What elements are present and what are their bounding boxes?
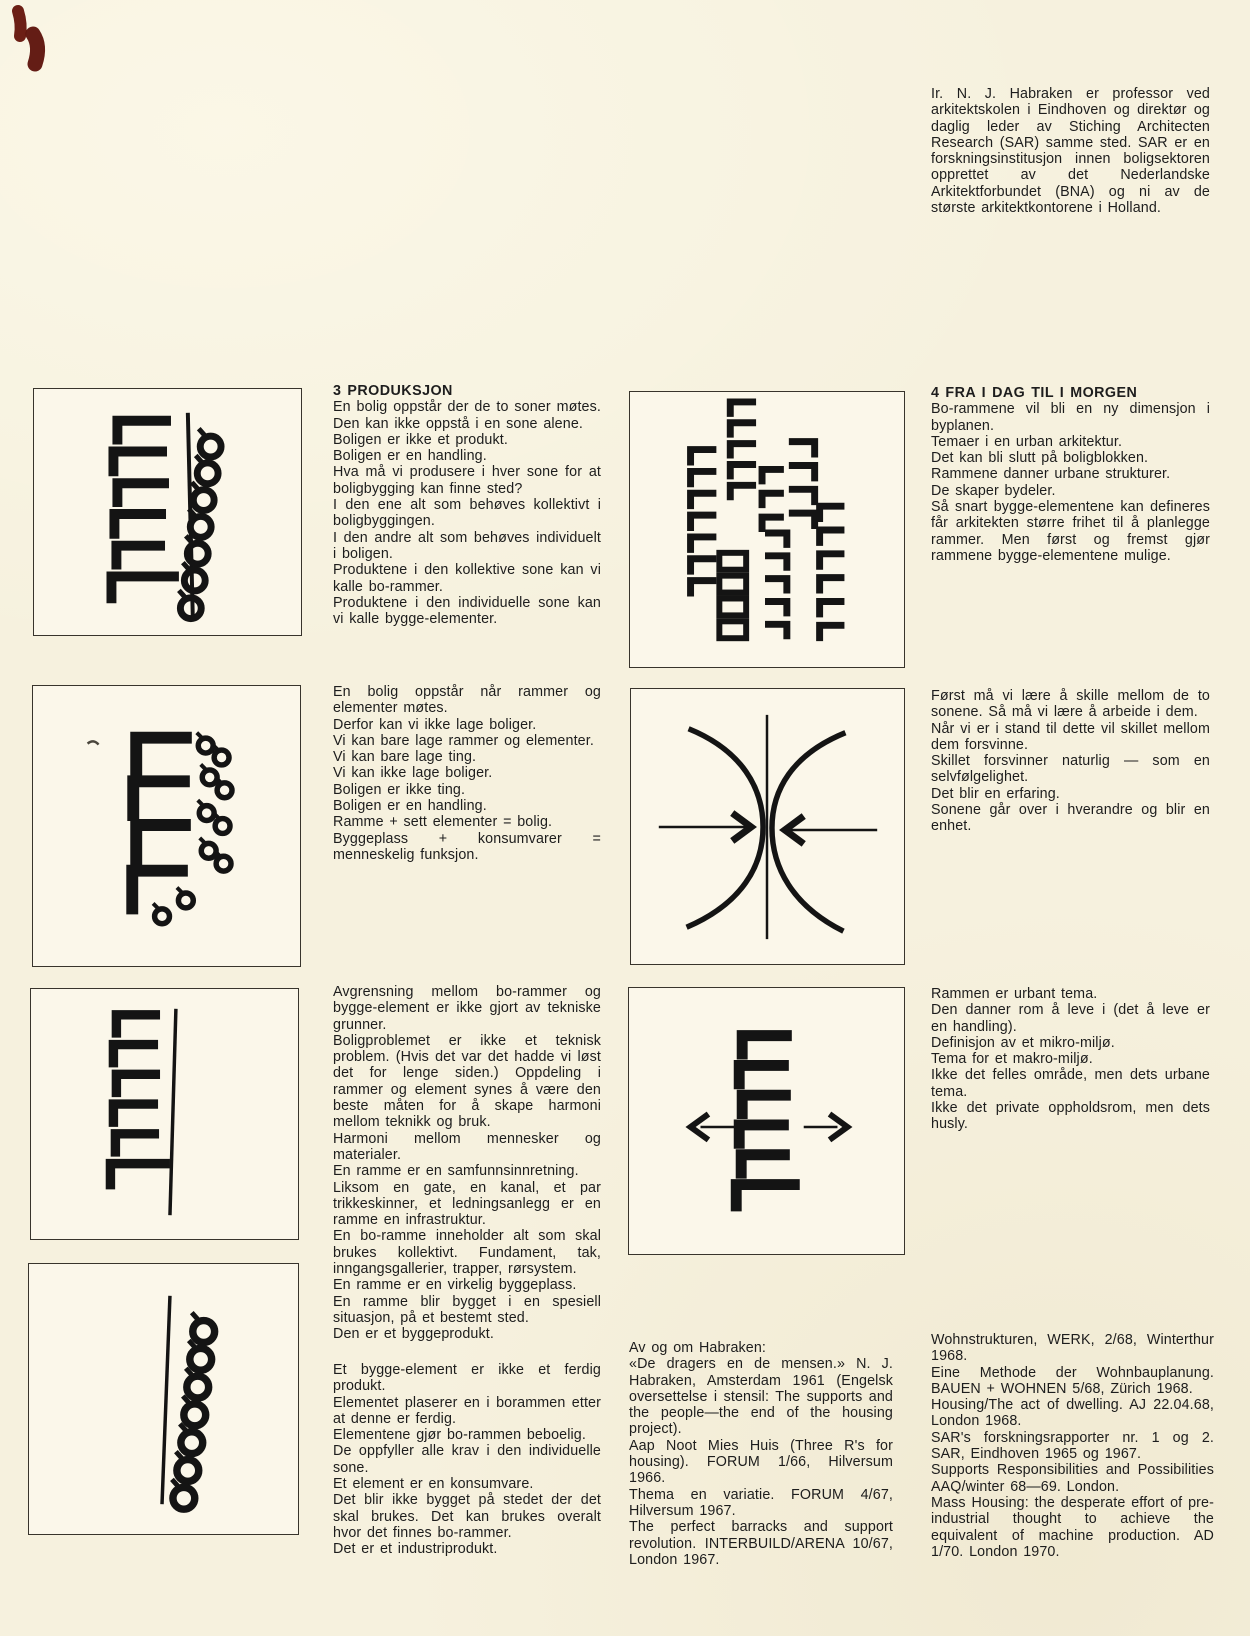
paragraph: En bolig oppstår der de to soner møtes. Den kan ikke oppstå i en sone alene. [333,399,601,432]
paragraph: Tema for et makro-miljø. [931,1051,1093,1068]
paragraph: Housing/The act of dwelling. AJ 22.04.68, London 1968. [931,1397,1214,1430]
diagram-box-urban-structures [629,391,905,668]
paragraph: Eine Methode der Wohnbauplanung. BAUEN + WOHNEN 5/68, Zürich 1968. [931,1364,1214,1397]
paragraph: Harmoni mellom mennesker og materialer. [333,1130,601,1163]
paragraph: Det er et industriprodukt. [333,1541,498,1558]
diagram-box-divider-elements [28,1263,299,1535]
paragraph: Elementene gjør bo-rammen beboelig. [333,1427,586,1444]
bibliography-left-items [629,1356,893,1568]
paragraph: Mass Housing: the desperate effort of pre-industrial thought to achieve the equivalent of machine production. AD 1/70. London 1970. [931,1494,1214,1560]
paragraph: Ramme + sett elementer = bolig. [333,814,553,831]
paragraph: Elementet plaserer en i borammen etter at denne er ferdig. [333,1394,601,1427]
author-note [931,86,1210,216]
diagram-box-frame-expanding [628,987,905,1255]
paragraph: Thema en variatie. FORUM 4/67, Hilversum 1967. [629,1486,893,1519]
paragraph: Først må vi lære å skille mellom de to sonene. Så må vi lære å arbeide i dem. [931,688,1210,721]
paragraph: Byggeplass + konsumvarer = menneskelig funksjon. [333,830,601,863]
paragraph: Bo-rammene vil bli en ny dimensjon i byplanen. [931,401,1210,434]
paragraph: Ikke det felles område, men dets urbane tema. [931,1067,1210,1100]
frames-beside-divider-drawing [31,989,298,1239]
author-note-text: Ir. N. J. Habraken er professor ved arkitektskolen i Eindhoven og direktør og daglig leder av Stiching Architecten Research (SAR) samme sted. SAR er en forskningsinstitusjon innen boligsektoren opprettet av det Nederlandske Arkitektforbundet (BNA) og ni av de største arkitektkontorene i Holland. [931,86,1210,217]
zones-converging-drawing [631,689,904,964]
paragraph: I den andre alt som behøves individuelt i boligen. [333,529,601,562]
section-3-block2 [333,684,601,863]
diagram-box-frames-and-elements [33,388,302,636]
frame-arrows-outward-drawing [629,988,904,1254]
paragraph: Avgrensning mellom bo-rammer og bygge-element er ikke gjort av tekniske grunner. [333,984,601,1033]
paragraph: Rammene danner urbane strukturer. [931,466,1171,483]
paragraph: Boligen er en handling. [333,448,487,465]
paragraph: SAR's forskningsrapporter nr. 1 og 2. SAR, Eindhoven 1965 og 1967. [931,1429,1214,1463]
section-3-block4 [333,1362,601,1558]
paragraph: Produktene i den kollektive sone kan vi kalle bo-rammer. [333,562,601,595]
paragraph: Det kan bli slutt på boligblokken. [931,450,1149,467]
section-4-block3 [931,986,1210,1133]
paragraph: Definisjon av et mikro-miljø. [931,1034,1115,1051]
section-4-block2 [931,688,1210,835]
paragraph: Vi kan bare lage ting. [333,749,477,766]
bibliography-left [629,1340,893,1568]
paragraph: Vi kan ikke lage boliger. [333,765,493,782]
paragraph: The perfect barracks and support revolution. INTERBUILD/ARENA 10/67, London 1967. [629,1519,893,1568]
section-3-produksjon [333,383,601,627]
diagram-box-zones-converging [630,688,905,965]
divider-beside-elements-drawing [29,1264,298,1534]
paragraph: Hva må vi produsere i hver sone for at boligbygging kan finne sted? [333,464,601,497]
paragraph: Den danner rom å leve i (det å leve er en handling). [931,1002,1210,1035]
paragraph: Aap Noot Mies Huis (Three R's for housing). FORUM 1/66, Hilversum 1966. [629,1437,893,1487]
paragraph: Når vi er i stand til dette vil skillet mellom dem forsvinne. [931,720,1210,753]
paragraph: Boligproblemet er ikke et teknisk problem. (Hvis det var det hadde vi løst det for lenge siden.) Oppdeling i rammer og element synes å være den beste måten for å skape harmoni mellom teknikk og bruk. [333,1032,601,1131]
section-3-block1 [333,399,601,627]
paragraph: Vi kan bare lage rammer og elementer. [333,732,594,749]
paragraph: Derfor kan vi ikke lage boliger. [333,716,537,733]
section-4-block1 [931,401,1210,564]
paragraph: Et bygge-element er ikke et ferdig produkt. [333,1362,601,1395]
paragraph: Sonene går over i hverandre og blir en enhet. [931,802,1210,835]
paragraph: Skillet forsvinner naturlig — som en selvfølgelighet. [931,753,1210,786]
section-3-block3 [333,984,601,1343]
paragraph: En bolig oppstår når rammer og elementer møtes. [333,684,601,717]
paragraph: «De dragers en de mensen.» N. J. Habraken, Amsterdam 1961 (Engelsk oversettelse i stensil: The supports and the people—the end of the housing project). [629,1356,893,1438]
paragraph: En ramme er en virkelig byggeplass. [333,1277,577,1294]
diagram-box-frames-with-elements [32,685,301,967]
paragraph: En ramme blir bygget i en spesiell situasjon, på et bestemt sted. [333,1293,601,1326]
paragraph: De oppfyller alle krav i den individuelle sone. [333,1443,601,1476]
paragraph: Temaer i en urban arkitektur. [931,433,1123,450]
paragraph: Ikke det private oppholdsrom, men dets husly. [931,1100,1210,1133]
paragraph: I den ene alt som behøves kollektivt i boligbyggingen. [333,497,601,530]
diagram-box-frames-divider [30,988,299,1240]
paragraph: Det blir ikke bygget på stedet der det skal brukes. Det kan brukes overalt hvor det finnes bo-rammer. [333,1492,601,1541]
red-stamp-marks [2,2,66,76]
paragraph: Produktene i den individuelle sone kan vi kalle bygge-elementer. [333,594,601,628]
paragraph: Liksom en gate, en kanal, et par trikkeskinner, et ledningsanlegg er en ramme en infrastruktur. [333,1179,601,1229]
paragraph: Den er et byggeprodukt. [333,1326,494,1343]
paragraph: Det blir en erfaring. [931,785,1060,802]
paragraph: Boligen er en handling. [333,798,487,815]
section-4-heading: 4 FRA I DAG TIL I MORGEN [931,385,1138,401]
bibliography-right [931,1332,1214,1560]
paragraph: En bo-ramme inneholder alt som skal brukes kollektivt. Fundament, tak, inngangsgallerier, trapper, rørsystem. [333,1228,601,1278]
paragraph: Boligen er ikke ting. [333,781,466,798]
paragraph: Et element er en konsumvare. [333,1476,534,1493]
paragraph: De skaper bydeler. [931,482,1056,499]
paragraph: Wohnstrukturen, WERK, 2/68, Winterthur 1968. [931,1332,1214,1365]
section-4-fra-i-dag [931,385,1210,564]
paragraph: Boligen er ikke et produkt. [333,431,508,448]
frames-with-elements-drawing [33,686,300,966]
paragraph: Så snart bygge-elementene kan defineres får arkitekten større frihet til å planlegge rammer. Men først og fremst gjør rammene bygge-elementene mulige. [931,499,1210,564]
urban-structures-drawing [630,392,904,667]
paragraph: Supports Responsibilities and Possibilities AAQ/winter 68—69. London. [931,1462,1214,1495]
paragraph: Rammen er urbant tema. [931,986,1098,1002]
section-3-heading: 3 PRODUKSJON [333,383,453,399]
paragraph: En ramme er en samfunnsinnretning. [333,1163,579,1180]
bibliography-heading: Av og om Habraken: [629,1340,767,1356]
frames-divider-elements-drawing [34,389,301,635]
